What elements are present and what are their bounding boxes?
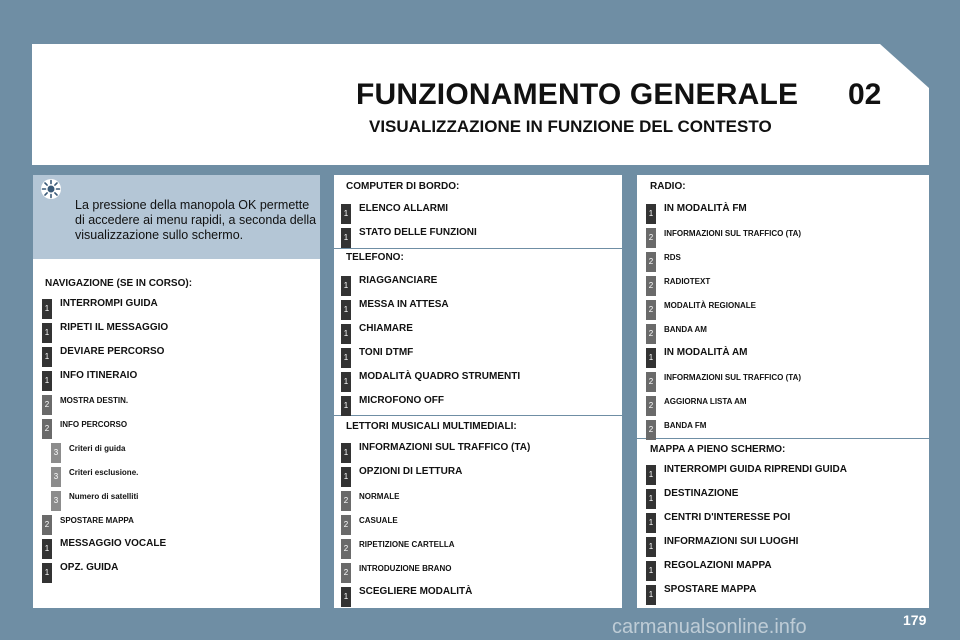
level-badge: 1 (646, 204, 656, 224)
menu-item-mappa: CENTRI D'INTERESSE POI (664, 512, 791, 523)
section-title-telefono: TELEFONO: (346, 252, 404, 263)
level-badge: 1 (646, 348, 656, 368)
chapter-number: 02 (848, 78, 882, 111)
level-badge: 1 (341, 443, 351, 463)
level-badge: 1 (341, 587, 351, 607)
menu-item-telefono: RIAGGANCIARE (359, 275, 438, 286)
level-badge: 1 (42, 299, 52, 319)
sun-icon (40, 178, 62, 200)
level-badge: 1 (646, 585, 656, 605)
menu-item-radio: IN MODALITÀ FM (664, 203, 747, 214)
level-badge: 2 (646, 228, 656, 248)
level-badge: 1 (341, 204, 351, 224)
menu-item-computer: STATO DELLE FUNZIONI (359, 226, 477, 238)
level-badge: 1 (341, 324, 351, 344)
page-number: 179 (903, 612, 927, 628)
level-badge: 2 (42, 419, 52, 439)
level-badge: 2 (646, 324, 656, 344)
menu-item-lettori: INFORMAZIONI SUL TRAFFICO (TA) (359, 442, 531, 453)
menu-item-radio: AGGIORNA LISTA AM (664, 397, 747, 406)
menu-item-lettori: CASUALE (359, 516, 398, 525)
menu-item-computer: ELENCO ALLARMI (359, 203, 449, 214)
menu-item-telefono: CHIAMARE (359, 323, 413, 334)
level-badge: 2 (341, 515, 351, 535)
level-badge: 2 (646, 372, 656, 392)
menu-item-radio: BANDA FM (664, 421, 707, 430)
menu-item-navigazione: INFO ITINERAIO (60, 370, 138, 381)
menu-item-navigazione: Numero di satelliti (69, 492, 139, 501)
section-divider (334, 415, 622, 416)
level-badge: 2 (646, 396, 656, 416)
level-badge: 3 (51, 443, 61, 463)
menu-item-mappa: REGOLAZIONI MAPPA (664, 560, 772, 571)
level-badge: 1 (341, 228, 351, 248)
menu-item-radio: INFORMAZIONI SUL TRAFFICO (TA) (664, 229, 802, 238)
menu-item-lettori: RIPETIZIONE CARTELLA (359, 540, 455, 549)
menu-item-radio: BANDA AM (664, 325, 707, 334)
info-text: La pressione della manopola OK permette di accedere ai menu rapidi, a seconda della visualizzazione sullo schermo. (75, 198, 317, 242)
section-title-computer: COMPUTER DI BORDO: (346, 181, 460, 192)
level-badge: 1 (646, 561, 656, 581)
level-badge: 3 (51, 467, 61, 487)
menu-item-mappa: SPOSTARE MAPPA (664, 584, 757, 595)
section-divider (334, 248, 622, 249)
menu-item-radio: MODALITÀ REGIONALE (664, 301, 756, 310)
page-subtitle: VISUALIZZAZIONE IN FUNZIONE DEL CONTESTO (369, 117, 772, 136)
section-title-mappa: MAPPA A PIENO SCHERMO: (650, 444, 786, 455)
level-badge: 1 (646, 513, 656, 533)
level-badge: 1 (646, 465, 656, 485)
menu-item-telefono: MESSA IN ATTESA (359, 299, 449, 310)
level-badge: 1 (42, 563, 52, 583)
menu-item-navigazione: Criteri di guida (69, 444, 126, 453)
menu-item-navigazione: INFO PERCORSO (60, 420, 128, 429)
menu-item-lettori: SCEGLIERE MODALITÀ (359, 586, 473, 597)
level-badge: 1 (341, 467, 351, 487)
menu-item-lettori: INTRODUZIONE BRANO (359, 564, 452, 573)
level-badge: 2 (646, 276, 656, 296)
menu-item-mappa: DESTINAZIONE (664, 488, 739, 499)
level-badge: 1 (42, 347, 52, 367)
level-badge: 2 (646, 420, 656, 440)
menu-item-navigazione: OPZ. GUIDA (60, 562, 119, 573)
section-title-lettori: LETTORI MUSICALI MULTIMEDIALI: (346, 421, 517, 432)
menu-item-navigazione: MOSTRA DESTIN. (60, 396, 129, 405)
menu-item-navigazione: DEVIARE PERCORSO (60, 346, 165, 357)
level-badge: 2 (341, 491, 351, 511)
level-badge: 1 (42, 539, 52, 559)
level-badge: 2 (42, 515, 52, 535)
level-badge: 1 (341, 348, 351, 368)
menu-item-radio: RDS (664, 253, 681, 262)
level-badge: 3 (51, 491, 61, 511)
level-badge: 1 (42, 371, 52, 391)
menu-item-mappa: INTERROMPI GUIDA RIPRENDI GUIDA (664, 464, 847, 475)
menu-item-telefono: MODALITÀ QUADRO STRUMENTI (359, 371, 521, 382)
level-badge: 2 (646, 252, 656, 272)
menu-item-telefono: MICROFONO OFF (359, 395, 444, 406)
watermark: carmanualsonline.info (612, 616, 807, 638)
level-badge: 1 (341, 300, 351, 320)
level-badge: 1 (42, 323, 52, 343)
menu-item-navigazione: MESSAGGIO VOCALE (60, 538, 167, 549)
section-divider (637, 438, 929, 439)
level-badge: 1 (341, 372, 351, 392)
level-badge: 2 (341, 563, 351, 583)
menu-item-radio: INFORMAZIONI SUL TRAFFICO (TA) (664, 373, 802, 382)
menu-item-radio: IN MODALITÀ AM (664, 347, 748, 358)
section-title-navigazione: NAVIGAZIONE (SE IN CORSO): (45, 278, 193, 289)
level-badge: 2 (646, 300, 656, 320)
menu-item-lettori: NORMALE (359, 492, 400, 501)
menu-item-navigazione: SPOSTARE MAPPA (60, 516, 134, 525)
menu-item-telefono: TONI DTMF (359, 347, 414, 358)
level-badge: 2 (42, 395, 52, 415)
level-badge: 1 (341, 276, 351, 296)
level-badge: 1 (646, 489, 656, 509)
menu-item-navigazione: INTERROMPI GUIDA (60, 298, 158, 309)
menu-item-mappa: INFORMAZIONI SUI LUOGHI (664, 536, 799, 547)
page-title: FUNZIONAMENTO GENERALE (356, 78, 799, 111)
menu-item-navigazione: RIPETI IL MESSAGGIO (60, 322, 169, 333)
menu-item-lettori: OPZIONI DI LETTURA (359, 466, 463, 477)
level-badge: 2 (341, 539, 351, 559)
menu-item-radio: RADIOTEXT (664, 277, 711, 286)
level-badge: 1 (341, 396, 351, 416)
section-title-radio: RADIO: (650, 181, 686, 192)
menu-item-navigazione: Criteri esclusione. (69, 468, 139, 477)
level-badge: 1 (646, 537, 656, 557)
